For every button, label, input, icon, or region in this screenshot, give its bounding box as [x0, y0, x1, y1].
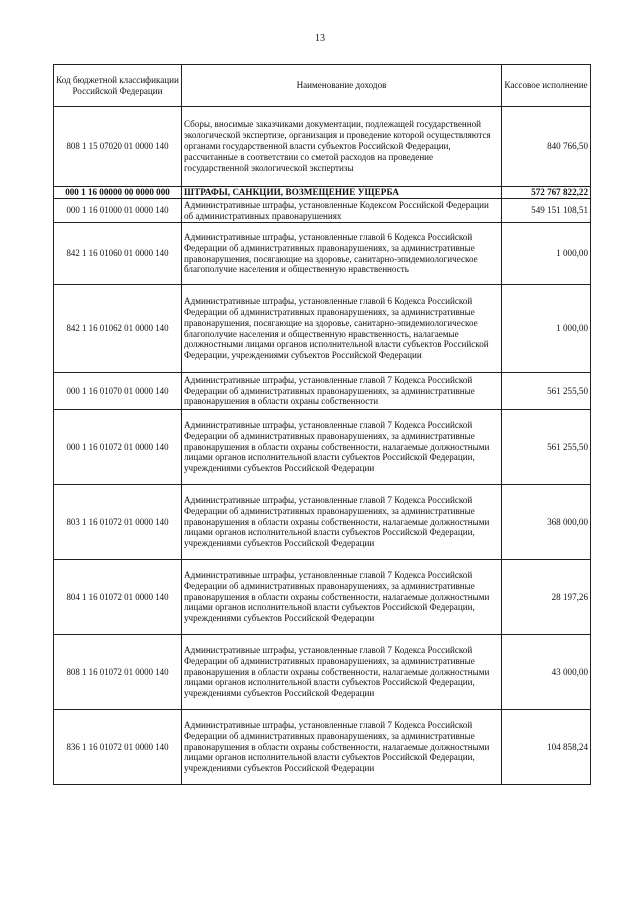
row-code: 000 1 16 01000 01 0000 140 — [54, 199, 182, 223]
row-code: 000 1 16 00000 00 0000 000 — [54, 187, 182, 199]
row-amount: 561 255,50 — [502, 410, 591, 485]
row-code: 000 1 16 01072 01 0000 140 — [54, 410, 182, 485]
row-amount: 28 197,26 — [502, 560, 591, 635]
table-row — [54, 635, 591, 710]
row-name: Административные штрафы, установленные главой 7 Кодекса Российской Федерации об административных правонарушениях, за административные правонарушения в области охраны собственности, налагаемые должностными лицами органов исполнительной власти субъектов Российской Федерации, учреждениями субъектов Российской Федерации — [182, 485, 502, 560]
row-amount: 549 151 108,51 — [502, 199, 591, 223]
row-name: Административные штрафы, установленные главой 7 Кодекса Российской Федерации об административных правонарушениях, за административные правонарушения в области охраны собственности, налагаемые должностными лицами органов исполнительной власти субъектов Российской Федерации, учреждениями субъектов Российской Федерации — [182, 560, 502, 635]
row-amount: 840 766,50 — [502, 107, 591, 187]
row-name: Сборы, вносимые заказчиками документации, подлежащей государственной экологической экспертизе, организация и проведение которой осуществляются органами государственной власти субъектов Российской Федерации, рассчитанные в соответствии со сметой расходов на проведение государственной экологической экспертизы — [182, 107, 502, 187]
table-row — [54, 199, 591, 223]
revenue-table — [53, 64, 591, 785]
row-name: Административные штрафы, установленные главой 6 Кодекса Российской Федерации об административных правонарушениях, за административные правонарушения, посягающие на здоровье, санитарно-эпидемиологическое благополучие населения и общественную нравственность — [182, 223, 502, 285]
table-row — [54, 560, 591, 635]
row-amount: 1 000,00 — [502, 223, 591, 285]
row-name: Административные штрафы, установленные главой 7 Кодекса Российской Федерации об административных правонарушениях, за административные правонарушения в области охраны собственности, налагаемые должностными лицами органов исполнительной власти субъектов Российской Федерации, учреждениями субъектов Российской Федерации — [182, 635, 502, 710]
row-code: 842 1 16 01062 01 0000 140 — [54, 285, 182, 373]
header-code: Код бюджетной классификации Российской Федерации — [54, 65, 182, 107]
table-row — [54, 410, 591, 485]
row-amount: 572 767 822,22 — [502, 187, 591, 199]
row-code: 808 1 16 01072 01 0000 140 — [54, 635, 182, 710]
table-row — [54, 485, 591, 560]
row-code: 803 1 16 01072 01 0000 140 — [54, 485, 182, 560]
table-header-row — [54, 65, 591, 107]
table-row-total — [54, 187, 591, 199]
row-code: 836 1 16 01072 01 0000 140 — [54, 710, 182, 785]
row-amount: 104 858,24 — [502, 710, 591, 785]
row-amount: 1 000,00 — [502, 285, 591, 373]
row-name: Административные штрафы, установленные главой 6 Кодекса Российской Федерации об административных правонарушениях, за административные правонарушения, посягающие на здоровье, санитарно-эпидемиологическое благополучие населения и общественную нравственность, налагаемые должностными лицами органов исполнительной власти субъектов Российской Федерации, учреждениями субъектов Российской Федерации — [182, 285, 502, 373]
row-name: Административные штрафы, установленные главой 7 Кодекса Российской Федерации об административных правонарушениях, за административные правонарушения в области охраны собственности, налагаемые должностными лицами органов исполнительной власти субъектов Российской Федерации, учреждениями субъектов Российской Федерации — [182, 710, 502, 785]
row-name: Административные штрафы, установленные главой 7 Кодекса Российской Федерации об административных правонарушениях, за административные правонарушения в области охраны собственности — [182, 373, 502, 410]
row-code: 842 1 16 01060 01 0000 140 — [54, 223, 182, 285]
row-amount: 368 000,00 — [502, 485, 591, 560]
row-amount: 561 255,50 — [502, 373, 591, 410]
table-row — [54, 223, 591, 285]
row-name: Административные штрафы, установленные Кодексом Российской Федерации об административных правонарушениях — [182, 199, 502, 223]
header-name: Наименование доходов — [182, 65, 502, 107]
page-number: 13 — [315, 33, 325, 44]
table-row — [54, 710, 591, 785]
table-row — [54, 107, 591, 187]
row-name: ШТРАФЫ, САНКЦИИ, ВОЗМЕЩЕНИЕ УЩЕРБА — [182, 187, 502, 199]
table-row — [54, 285, 591, 373]
row-code: 808 1 15 07020 01 0000 140 — [54, 107, 182, 187]
table-row — [54, 373, 591, 410]
row-amount: 43 000,00 — [502, 635, 591, 710]
row-code: 804 1 16 01072 01 0000 140 — [54, 560, 182, 635]
row-name: Административные штрафы, установленные главой 7 Кодекса Российской Федерации об административных правонарушениях, за административные правонарушения в области охраны собственности, налагаемые должностными лицами органов исполнительной власти субъектов Российской Федерации, учреждениями субъектов Российской Федерации — [182, 410, 502, 485]
header-amount: Кассовое исполнение — [502, 65, 591, 107]
row-code: 000 1 16 01070 01 0000 140 — [54, 373, 182, 410]
